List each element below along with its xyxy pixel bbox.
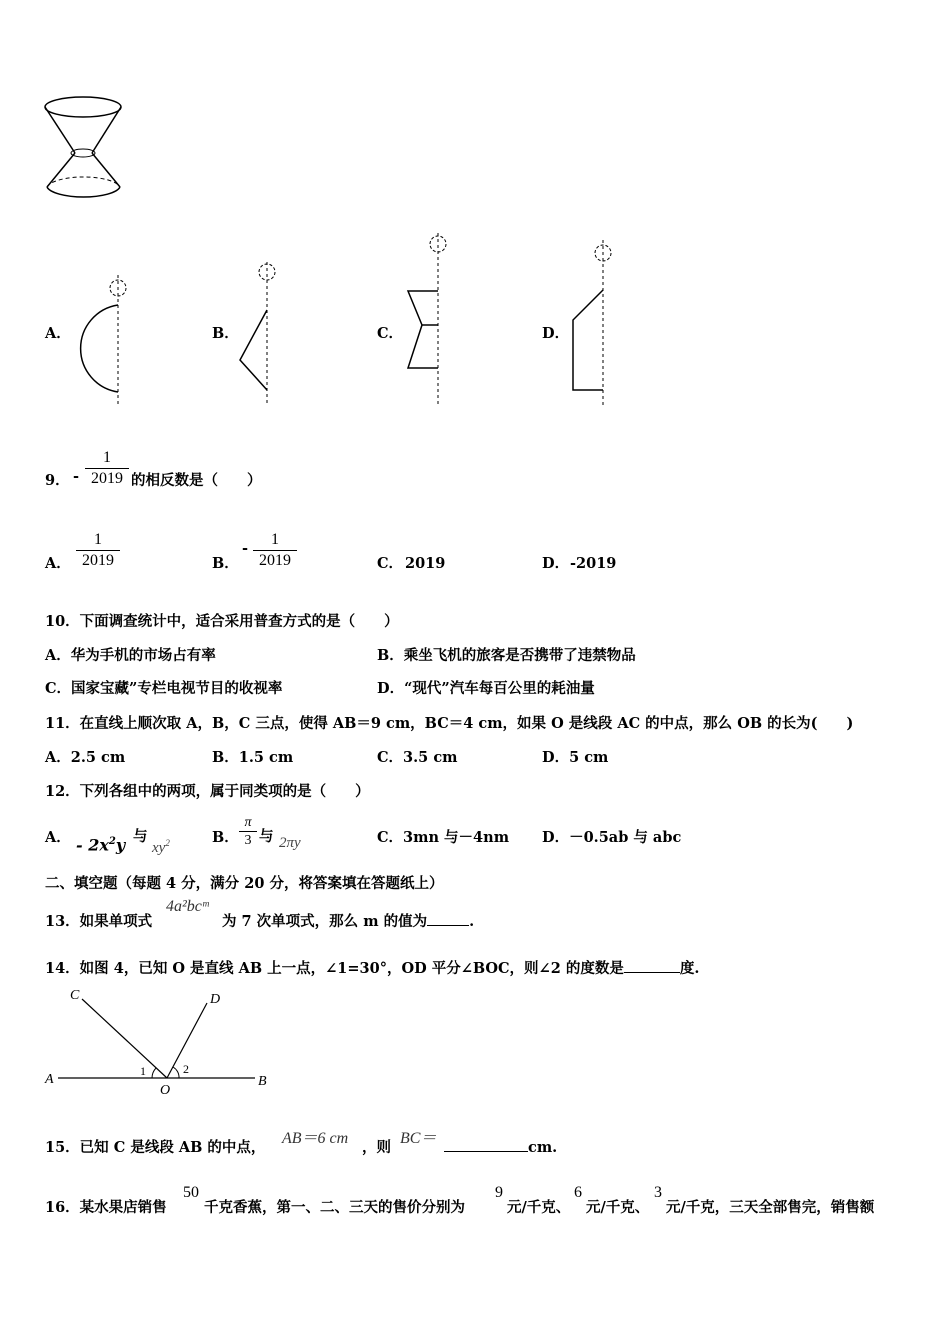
q12-b-fraction: [239, 815, 257, 850]
q13-post-text: 为 7 次单项式，那么 m 的值为: [222, 913, 428, 930]
q11-option-d: D．5 cm: [542, 749, 609, 766]
fig-option-a-label: A．: [45, 325, 71, 342]
q12-a-expr1-text: - 2x: [76, 835, 109, 855]
q9-b-den: 2019: [259, 552, 291, 569]
q9-fraction: [85, 448, 129, 489]
q9-option-d-label: D．: [542, 555, 570, 572]
q13-end: .: [469, 913, 475, 930]
q15-end: cm.: [528, 1139, 558, 1156]
q11-option-a: A．2.5 cm: [45, 749, 126, 766]
q10-option-d: D．“现代”汽车每百公里的耗油量: [377, 680, 595, 697]
q13-post: [222, 913, 474, 931]
q9-number: 9．: [45, 472, 70, 489]
q12-a-expr2: [152, 834, 170, 857]
q12-a-sup2: 2: [165, 838, 170, 848]
q14-label-o: O: [160, 1083, 171, 1098]
q9-neg-sign: -: [73, 468, 80, 485]
q15-tail: [444, 1139, 557, 1157]
q9-option-b-neg: -: [242, 540, 249, 557]
q15-mid: ，则: [362, 1139, 391, 1156]
fig-option-c-label: C．: [377, 325, 404, 342]
q16-n50: 50: [183, 1184, 199, 1201]
q12-b-with: 与: [259, 828, 274, 845]
q15-pre: 15．已知 C 是线段 AB 的中点，: [45, 1139, 266, 1156]
q10-option-c: C．国家宝藏”专栏电视节目的收视率: [45, 680, 283, 697]
q11-option-b: B．1.5 cm: [212, 749, 294, 766]
q9-frac-den: 2019: [91, 470, 123, 487]
q14-label-c: C: [70, 988, 80, 1003]
q15-bc: BC＝: [400, 1130, 437, 1147]
q9-a-num: 1: [94, 531, 102, 548]
q12-b-num: π: [244, 815, 252, 830]
q14-end: 度.: [679, 960, 700, 977]
q16-t2: 元/千克、: [507, 1199, 571, 1216]
q16-pre: 16．某水果店销售: [45, 1199, 167, 1216]
q12-b-expr: 2πy: [279, 835, 301, 851]
q12-option-d: D．－0.5ab 与 abc: [542, 829, 682, 846]
q9-option-c-label: C．: [377, 555, 404, 572]
q9-option-b-label: B．: [212, 555, 239, 572]
q12-a-y: y: [115, 835, 126, 855]
q12-a-expr1: [76, 833, 125, 854]
q9-option-b-fraction: [253, 530, 297, 571]
fig-option-b-label: B．: [212, 325, 239, 342]
section-2-heading: 二、填空题（每题 4 分，满分 20 分，将答案填在答题纸上）: [45, 875, 444, 892]
q14-figure: [40, 985, 280, 1100]
q14-label-a: A: [45, 1072, 54, 1087]
q9-option-a-fraction: [76, 530, 120, 571]
q16-n3: 3: [654, 1184, 662, 1201]
q12-option-a-label: A．: [45, 829, 71, 846]
q16-n6: 6: [574, 1184, 582, 1201]
q12-b-den: 3: [244, 833, 252, 848]
fig-option-a: [70, 275, 140, 410]
q14-angle-2: 2: [183, 1062, 189, 1076]
q10-option-a: A．华为手机的市场占有率: [45, 647, 216, 664]
q14-stem: [45, 960, 699, 978]
q9-option-c-text: 2019: [405, 555, 446, 572]
q15-answer-blank[interactable]: [444, 1151, 528, 1152]
q16-t1: 千克香蕉，第一、二、三天的售价分别为: [204, 1199, 465, 1216]
q15-ab: AB＝6 cm: [282, 1130, 349, 1147]
q11-option-c: C．3.5 cm: [377, 749, 458, 766]
q13-answer-blank[interactable]: [427, 925, 469, 926]
fig-option-c: [400, 233, 460, 408]
fig-option-d-label: D．: [542, 325, 570, 342]
q9-frac-num: 1: [103, 449, 111, 466]
q9-option-a-label: A．: [45, 555, 71, 572]
q12-a-sup: 2: [108, 836, 116, 847]
q9-a-den: 2019: [82, 552, 114, 569]
q14-angle-1: 1: [140, 1064, 146, 1078]
q11-stem: 11．在直线上顺次取 A，B，C 三点，使得 AB＝9 cm，BC＝4 cm，如果 O 是线段 AC 的中点，那么 OB 的长为( ): [45, 715, 854, 732]
q16-t4: 元/千克，三天全部售完，销售额: [666, 1199, 875, 1216]
q9-option-d-text: -2019: [570, 555, 617, 572]
q14-answer-blank[interactable]: [624, 972, 680, 973]
q12-option-b-label: B．: [212, 829, 239, 846]
q14-label-d: D: [210, 992, 221, 1007]
q13-pre: 13．如果单项式: [45, 913, 153, 930]
q12-stem: 12．下列各组中的两项，属于同类项的是（ ）: [45, 783, 370, 800]
q12-a-with: 与: [133, 828, 148, 845]
fig-option-b: [230, 262, 290, 407]
q12-a-expr2-text: xy: [152, 840, 166, 856]
q9-b-num: 1: [271, 531, 279, 548]
fig-option-d: [565, 240, 620, 410]
q16-t3: 元/千克、: [586, 1199, 650, 1216]
q14-text: 14．如图 4，已知 O 是直线 AB 上一点，∠1=30°，OD 平分∠BOC，则∠2 的度数是: [45, 960, 624, 977]
q13-expr: 4a²bcᵐ: [166, 898, 209, 915]
q16-n9: 9: [495, 1184, 503, 1201]
q10-option-b: B．乘坐飞机的旅客是否携带了违禁物品: [377, 647, 636, 664]
q9-stem: 的相反数是（ ）: [131, 472, 262, 489]
q14-label-b: B: [258, 1074, 267, 1089]
q10-stem: 10．下面调查统计中，适合采用普查方式的是（ ）: [45, 613, 399, 630]
q12-option-c: C．3mn 与－4nm: [377, 829, 510, 846]
double-cone-figure: [40, 95, 130, 210]
